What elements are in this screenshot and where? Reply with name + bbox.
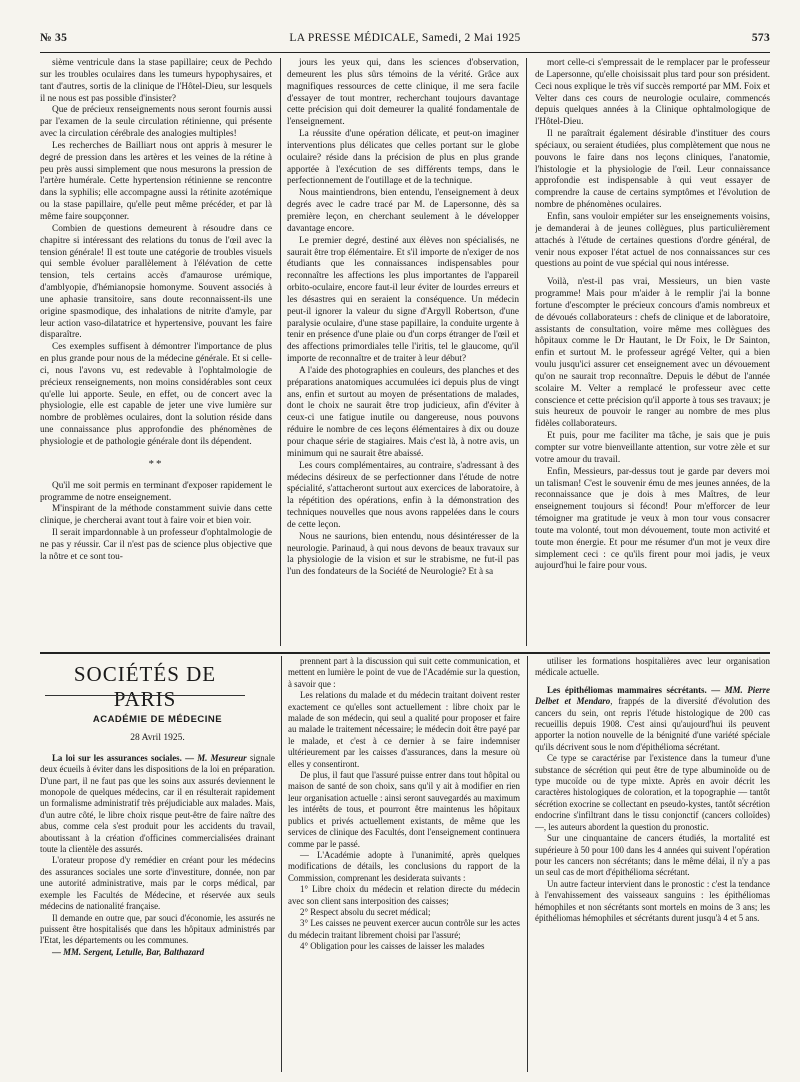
paragraph: Que de précieux renseignements nous seront fournis aussi par l'examen de la seule circulation rétinienne, qui présente avec la circulation cérébrale des analogies multiples! xyxy=(40,105,272,140)
section-separator: ** xyxy=(148,457,164,470)
paragraph-text: Il demande en outre que, par souci d'économie, les assurés ne puissent être hospitalisés que dans les hôpitaux administrés par l'Etat, les départements ou les communes. xyxy=(40,912,275,946)
page-number: 573 xyxy=(751,32,770,44)
column-divider xyxy=(280,58,281,646)
academy-heading: ACADÉMIE DE MÉDECINE xyxy=(92,714,223,725)
author-names: MM. Pierre Delbet et Mendaro xyxy=(535,684,770,707)
paragraph-heading: La loi sur les assurances sociales. — xyxy=(52,752,198,763)
paragraph: sième ventricule dans la stase papillaire; ceux de Pechdo sur les troubles oculaires dans les tumeurs hypophysaires, et tant d'autres, sortis de la clinique de l'Hôtel-Dieu, sur lesquels il ne nous est pas possible d'insister? xyxy=(40,58,272,104)
paragraph-text: utiliser les formations hospitalières avec leur organisation médicale actuelle. xyxy=(535,656,770,678)
paragraph: Et puis, pour me faciliter ma tâche, je sais que je puis compter sur votre bienveillante attention, sur votre zèle et sur votre amour du travail. xyxy=(535,431,770,465)
paragraph xyxy=(40,913,275,947)
paragraph xyxy=(535,685,770,753)
paragraph xyxy=(40,947,275,958)
paragraph: 4° Obligation pour les caisses de laisser les malades xyxy=(300,941,485,952)
paragraph: Il serait impardonnable à un professeur d'ophtalmologie de ne pas y réussir. Car il n'est pas de science plus objective que la nôtre et ce sont tou- xyxy=(40,528,272,562)
paragraph-text: , frappés de la diversité d'évolution des cancers du sein, ont repris l'étude histologique de 200 cas recueillis depuis 1908. C'est ainsi qu'aujourd'hui ils peuvent apporter la notion nouvelle de la bénignité d'une variété spéciale qu'ils décrivent sous le nom d'épithélioma sécrétant. xyxy=(535,696,770,752)
paragraph: Ces exemples suffisent à démontrer l'importance de plus en plus grande pour nous de la médecine générale. Et si celle-ci, nous l'avons vu, est redevable à l'ophtalmologie de précieux renseignements, non moins considérables sont ceux qu'elle lui apporte. Seule, en effet, ou de concert avec la physiologie, elle est capable de jeter une vive lumière sur nombre de problèmes oculaires, dont la solution réside dans une connaissance plus approfondie des phénomènes de physiologie et de pathologie générale dont ils dépendent. xyxy=(40,342,272,447)
section-rule xyxy=(40,652,770,654)
article-column-3 xyxy=(535,58,770,648)
paragraph: Le premier degré, destiné aux élèves non spécialisés, ne saurait être trop élémentaire. Et s'il importe de n'exiger de nos étudiants que les connaissances indispensables pour reconnaître les affections les plus importantes de l'appareil orbito-oculaire, encore faut-il leur éviter de lourdes erreurs et les désastres qui en seraient la conséquence. Un médecin peut-il ignorer la valeur du signe d'Argyll Robertson, d'une paralysie oculaire, d'une stase papillaire, la conduite urgente à tenir en présence d'une plaie ou d'un corps étranger de l'œil et des affections primordiales telle l'iritis, tel le glaucome, qu'il importe de reconnaître et de traiter à leur début? xyxy=(287,235,519,365)
society-column-3 xyxy=(535,656,770,1072)
issue-number: № 35 xyxy=(40,32,68,44)
paragraph: De plus, il faut que l'assuré puisse entrer dans tout hôpital ou maison de santé de son choix, sans qu'il y ait à modifier en rien leur organisation actuelle : ainsi seront sauvegardés au maximum les intérêts de tous, et pourront être maintenus les hôpitaux publics et privés actuellement existants, de même que les services de clinique des Facultés, dont l'enseignement continuera comme par le passé. xyxy=(288,770,520,849)
paragraph xyxy=(535,656,770,679)
paragraph: Enfin, Messieurs, par-dessus tout je garde par devers moi un talisman! C'est le souvenir ému de mes jeunes années, de la reconnaissance que je dois à mes Maîtres, de leur enseignement toujours si fécond! Pour m'efforcer de leur témoigner ma gratitude je veux à mon tour vous consacrer toute ma volonté, tout mon dévouement, toute mon activité et toute mon énergie. Et pour me résumer d'un mot je veux dire simplement ceci : ce qu'ils firent pour moi jadis, je veux aujourd'hui le faire pour vous. xyxy=(535,466,770,572)
paragraph: A l'aide des photographies en couleurs, des planches et des préparations anatomiques accumulées ici depuis plus de vingt ans, enfin et surtout au moyen de présentations de malades, dont le choix ne saurait être trop judicieux, afin d'éviter à ceux-ci une fatigue inutile ou dangereuse, nous pouvons réduire le nombre de ces leçons élémentaires à dix ou douze pour chaque série de stagiaires. Mais c'est là, à notre avis, un minimum qui ne saurait être abaissé. xyxy=(287,365,519,459)
paragraph: Il ne paraîtrait également désirable d'instituer des cours spéciaux, ou seraient étudiées, plus complètement que nous ne pouvons le faire dans nos leçons cliniques, l'anatomie, l'histologie et la physiologie de l'œil. Leur connaissance approfondie est indispensable à qui veut essayer de comprendre la cause de certains symptômes et l'évolution de nombre de phénomènes oculaires. xyxy=(535,129,770,211)
society-column-2 xyxy=(288,656,520,1072)
author-names: MM. Sergent, Letulle, Bar, Balthazard xyxy=(63,946,205,957)
page-header xyxy=(40,32,770,48)
paragraph-heading: — xyxy=(52,946,64,957)
paragraph: jours les yeux qui, dans les sciences d'observation, demeurent les plus sûrs témoins de la vérité. Grâce aux magnifiques ressources de cette clinique, il me sera facile d'essayer de tout montrer, recherchant toujours davantage cette précision qui doit demeurer la qualité fondamentale de l'enseignement. xyxy=(287,58,519,128)
paragraph-text: Sur une cinquantaine de cancers étudiés, la mortalité est supérieure à 50 pour 100 dans les 4 années qui suivent l'opération pour les cancers non sécrétants; dans le même délai, il n'y a pas un seul cas de mort d'épithélioma sécrétant. xyxy=(535,833,770,878)
paragraph: Qu'il me soit permis en terminant d'exposer rapidement le programme de notre enseignement. xyxy=(40,480,272,503)
section-title: SOCIÉTÉS DE PARIS xyxy=(73,662,217,711)
paragraph-text: signale deux écueils à éviter dans les dispositions de la loi en préparation. D'une part, il ne faut pas que les soins aux assurés deviennent le monopole de quelques médecins, car il en résulterait rapidement un formalisme administratif très préjudiciable aux malades. Mais, d'un autre côté, le libre choix risque peut-être de faire naître des abus, comme cela s'est produit pour les accidents du travail, aboutissant à la création d'officines commercialisées drainant toute la clientèle des assurés. xyxy=(40,752,275,855)
paragraph xyxy=(40,855,275,912)
paragraph: — L'Académie adopte à l'unanimité, après quelques modifications de détails, les conclusions du rapport de la Commission, comprenant les desiderata suivants : xyxy=(288,849,520,883)
article-column-2 xyxy=(287,58,519,648)
paragraph: 3° Les caisses ne peuvent exercer aucun contrôle sur les actes du médecin traitant librement choisi par l'assuré; xyxy=(288,918,520,940)
author-names: M. Mesureur xyxy=(197,752,247,763)
paragraph: Nous ne saurions, bien entendu, nous désintéresser de la neurologie. Parinaud, à qui nous devons de beaux travaux sur la physiologie de la vision et sur le strabisme, ne fut-il pas l'un des fondateurs de la Société de Neurologie? Et à sa xyxy=(287,531,519,578)
session-date: 28 Avril 1925. xyxy=(130,733,185,744)
header-rule xyxy=(40,52,770,53)
masthead: LA PRESSE MÉDICALE, Samedi, 2 Mai 1925 xyxy=(289,32,521,44)
paragraph: Enfin, sans vouloir empiéter sur les enseignements voisins, je demanderai à de jeunes collègues, plus particulièrement attachés à l'étude de certaines questions d'ordre général, de venir nous exposer l'état actuel de nos connaissances sur ces questions au point de vue spécial qui nous intéresse. xyxy=(535,211,770,270)
paragraph: 1° Libre choix du médecin et relation directe du médecin avec son client sans interposition des caisses; xyxy=(288,884,520,906)
paragraph: prennent part à la discussion qui suit cette communication, et mettent en lumière le point de vue de l'Académie sur la question, à savoir que : xyxy=(288,656,520,689)
paragraph: La réussite d'une opération délicate, et peut-on imaginer interventions plus délicates que celles portant sur le globe oculaire? réside dans la précision de plus en plus grande apportée à l'exécution de ses différents temps, dans le perfectionnement de l'outillage et de la technique. xyxy=(287,129,519,187)
paragraph xyxy=(535,833,770,879)
paragraph xyxy=(535,753,770,833)
paragraph: mort celle-ci s'empressait de le remplacer par le professeur de Lapersonne, qu'elle choisissait plus tard pour son président. Ceci nous explique le très vif succès remporté par MM. Foix et Velter dans ces cours de neurologie oculaire, commencés depuis quelques années à la Clinique ophtalmologique de l'Hôtel-Dieu. xyxy=(535,58,770,128)
section-underline xyxy=(45,695,245,696)
column-divider xyxy=(527,656,528,1072)
paragraph: Combien de questions demeurent à résoudre dans ce chapitre si intéressant des relations du tonus de l'œil avec la tension générale! Il est toute une catégorie de troubles visuels qui semble évoluer parallèlement à l'élévation de cette tension, tels certains accès d'amaurose urémique, d'amblyopie, d'hémianopsie homonyme. Souvent associés à une aphasie transitoire, sans doute reconnaissent-ils une origine spasmodique, des inhalations de nitrite d'amyle, par leur action vaso-dilatatrice et hypertensive, pouvant les faire disparaître. xyxy=(40,223,272,341)
paragraph-heading: Les épithéliomas mammaires sécrétants. — xyxy=(547,684,725,695)
article-column-1 xyxy=(40,58,272,648)
paragraph-text: Ce type se caractérise par l'existence dans la tumeur d'une substance de sécrétion qui peut être de type albuminoïde ou de type mucoïde ou de type mixte. Après en avoir décrit les caractères histologiques de coloration, et la topographie — tantôt sécrétion exocrine se collectant en pseudo-kystes, tantôt sécrétion endocrine s'infiltrant dans le tissu conjonctif (cancers colloïdes) —, les auteurs abordent la question du pronostic. xyxy=(535,753,770,832)
column-divider xyxy=(281,656,282,1072)
society-column-1 xyxy=(40,700,275,1072)
column-divider xyxy=(526,58,527,646)
paragraph: Les relations du malade et du médecin traitant doivent rester exactement ce qu'elles sont actuellement : libre choix par le malade de son médecin, qui seul a qualité pour proposer et faire au malade le traitement nécessaire; le médecin doit être payé par le malade, et c'est à ce dernier à se faire indemniser ultérieurement par les caisses d'assurances, dans la mesure où elles y consentiront. xyxy=(288,690,520,769)
paragraph: Nous maintiendrons, bien entendu, l'enseignement à deux degrés avec le cadre tracé par M. de Lapersonne, dès sa première leçon, en cherchant seulement à le développer davantage encore. xyxy=(287,188,519,234)
paragraph: Les recherches de Bailliart nous ont appris à mesurer le degré de pression dans les artères et les veines de la rétine à peu près aussi simplement que nous mesurons la pression de l'artère humérale. Cette hypertension rétinienne se rencontre dans la syphilis; elle accompagne aussi la rétinite azotémique ou la stase papillaire, qu'elle peut même précéder, et par là même faire soupçonner. xyxy=(40,140,272,222)
paragraph-text: L'orateur propose d'y remédier en créant pour les médecins des assurances sociales une sorte d'investiture, donnée, non par une autorité administrative, mais par le corps médical, par exemple les Facultés de Médecine, et réservée aux seuls médecins de nationalité française. xyxy=(40,855,275,912)
paragraph xyxy=(535,879,770,925)
paragraph: Les cours complémentaires, au contraire, s'adressant à des médecins désireux de se perfectionner dans l'étude de notre spécialité, s'attacheront surtout aux exercices de laboratoire, à la répétition des opérations, enfin à la démonstration des techniques nouvelles que nous avons rappelées dans le cours de cette leçon. xyxy=(287,460,519,530)
paragraph-text: Un autre facteur intervient dans le pronostic : c'est la tendance à l'envahissement des vaisseaux sanguins : les épithéliomas hémophiles et non sécrétants sont mortels en moins de 3 ans; les épithéliomas hémophiles et sécrétants durent jusqu'à 4 et 5 ans. xyxy=(535,878,770,923)
paragraph: Voilà, n'est-il pas vrai, Messieurs, un bien vaste programme! Mais pour m'aider à le remplir j'ai la bonne fortune d'escompter le précieux concours d'amis nombreux et de dévoués collaborateurs : chefs de clinique et de laboratoire, assistants de consultation, voire même mes collègues des hôpitaux comme le Dr Hautant, le Dr Foix, le Dr Sainton, enfin et surtout M. le professeur agrégé Velter, qui a bien voulu jusqu'ici assurer cet enseignement avec un dévouement qu'on ne saurait trop reconnaître. Depuis le début de l'année scolaire M. Velter a remplacé le professeur avec cette conscience et cette précision qu'il apporte à tous ses travaux; je suis heureux de pouvoir le ranger au nombre de mes plus fidèles collaborateurs. xyxy=(535,277,770,430)
paragraph xyxy=(40,753,275,856)
paragraph: 2° Respect absolu du secret médical; xyxy=(300,906,431,917)
paragraph: M'inspirant de la méthode constamment suivie dans cette clinique, je chercherai avant tout à faire voir et bien voir. xyxy=(40,504,272,527)
